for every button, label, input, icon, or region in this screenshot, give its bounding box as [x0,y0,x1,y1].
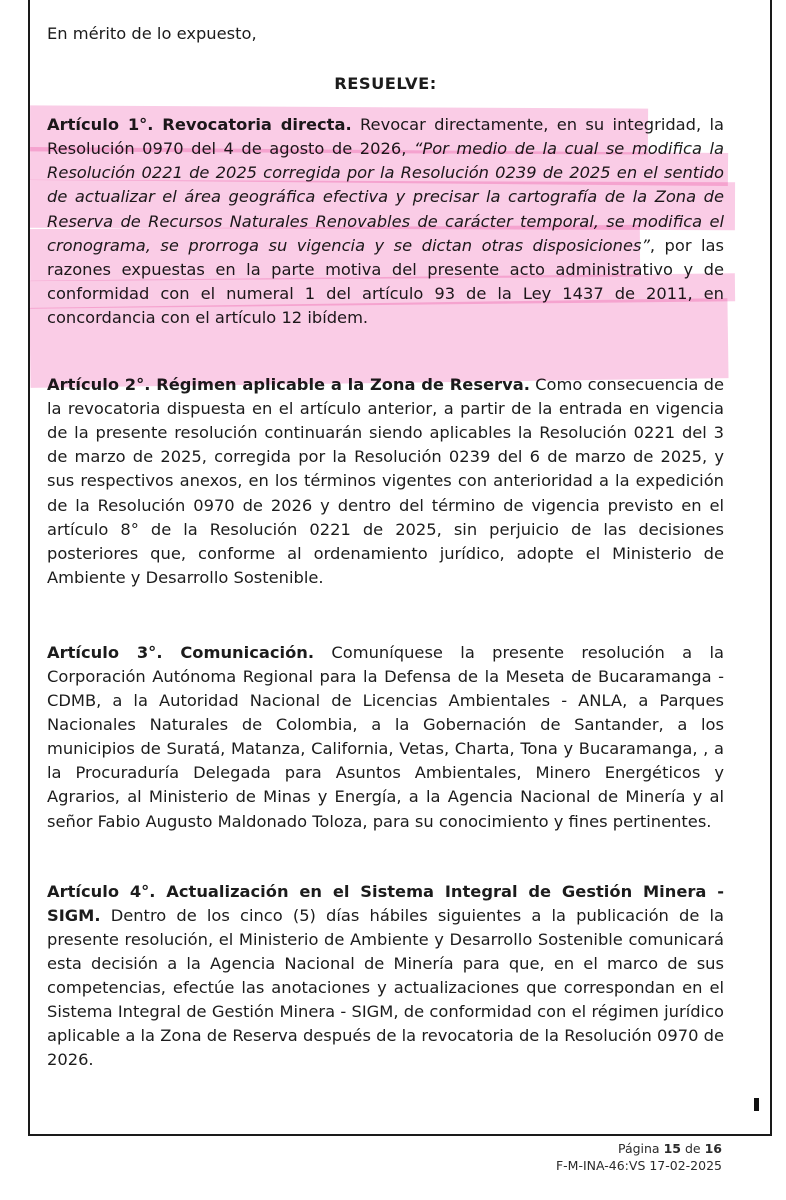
article-1-text-after-quote: , por las razones expuestas en la parte motiva del presente acto administrativo y de conformidad con el numeral 1 del artículo 93 de la Ley 1437 de 2011, en concordancia con el artículo 12 ibídem. [47,235,724,327]
resuelve-heading: RESUELVE: [334,74,437,94]
intro-line: En mérito de lo expuesto, [47,24,257,43]
page-footer [556,1140,722,1174]
article-3 [47,641,724,834]
article-4-heading: Artículo 4°. Actualización en el Sistema Integral de Gestión Minera - SIGM. [47,881,724,925]
article-2-text: Como consecuencia de la revocatoria dispuesta en el artículo anterior, a partir de la entrada en vigencia de la presente resolución continuarán siendo aplicables la Resolución 0221 del 3 de marzo de 2025, corregida por la Resolución 0239 del 6 de marzo de 2025, y sus respectivos anexos, en los términos vigentes con anterioridad a la expedición de la Resolución 0970 de 2026 y dentro del término de vigencia previsto en el artículo 8° de la Resolución 0221 de 2025, sin perjuicio de las decisiones posteriores que, conforme al ordenamiento jurídico, adopte el Ministerio de Ambiente y Desarrollo Sostenible. [47,375,724,587]
article-1-heading: Artículo 1°. Revocatoria directa. [47,115,352,135]
page-frame-bottom [28,1134,772,1136]
article-1-quote: “Por medio de la cual se modifica la Resolución 0221 de 2025 corregida por la Resolución 0239 de 2025 en el sentido de actualizar el área geográfica efectiva y precisar la cartografía de la Zona de Reserva de Recursos Naturales Renovables de carácter temporal, se modifica el cronograma, se prorroga su vigencia y se dictan otras disposiciones” [47,139,724,255]
article-2-heading: Artículo 2°. Régimen aplicable a la Zona de Reserva. [47,375,530,395]
form-code: F-M-INA-46:VS 17-02-2025 [555,1158,722,1173]
page-label: Página [617,1141,660,1156]
article-1 [47,113,724,330]
page-frame-left [28,0,30,1135]
article-4-text: Dentro de los cinco (5) días hábiles siguientes a la publicación de la presente resolución, el Ministerio de Ambiente y Desarrollo Sostenible comunicará esta decisión a la Agencia Nacional de Minería para que, en el marco de sus competencias, efectúe las anotaciones y actualizaciones que correspondan en el Sistema Integral de Gestión Minera - SIGM, de conformidad con el régimen jurídico aplicable a la Zona de Reserva después de la revocatoria de la Resolución 0970 de 2026. [47,905,724,1070]
article-2 [47,373,724,590]
page-number [556,1140,722,1157]
page-frame-right [770,0,772,1135]
article-4 [47,880,724,1073]
article-3-text: Comuníquese la presente resolución a la Corporación Autónoma Regional para la Defensa de la Meseta de Bucaramanga - CDMB, a la Autoridad Nacional de Licencias Ambientales - ANLA, a Parques Nacionales Naturales de Colombia, a la Gobernación de Santander, a los municipios de Suratá, Matanza, California, Vetas, Charta, Tona y Bucaramanga, , a la Procuraduría Delegada para Asuntos Ambientales, Minero Energéticos y Agrarios, al Ministerio de Minas y Energía, a la Agencia Nacional de Minería y al señor Fabio Augusto Maldonado Toloza, para su conocimiento y fines pertinentes. [47,642,725,831]
article-3-heading: Artículo 3°. Comunicación. [47,642,315,662]
page-total: 16 [704,1141,722,1156]
document-body [47,22,724,1072]
margin-mark [754,1098,759,1111]
page-current: 15 [663,1141,681,1156]
article-1-text-before-quote: Revocar directamente, en su integridad, la Resolución 0970 del 4 de agosto de 2026, [47,115,725,159]
page-of: de [684,1141,701,1156]
